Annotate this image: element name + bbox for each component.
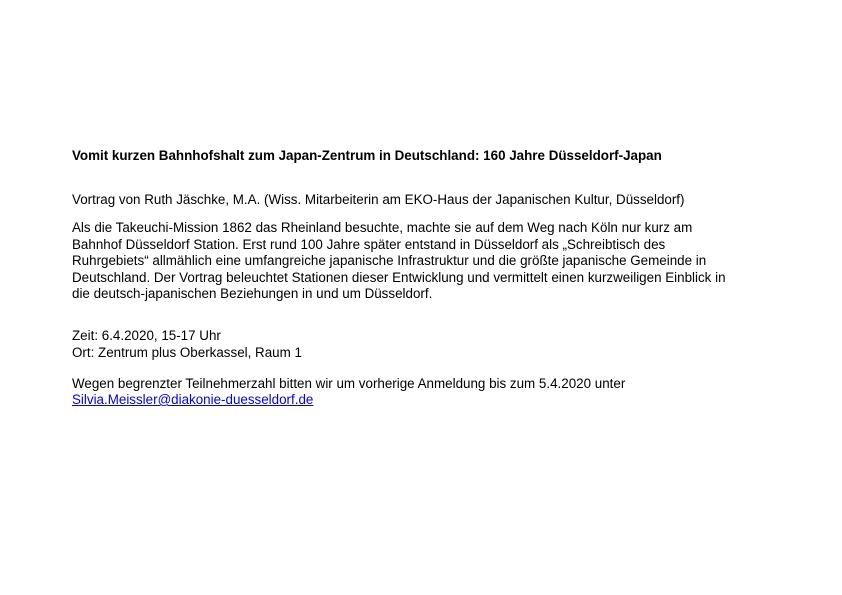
registration-note: Wegen begrenzter Teilnehmerzahl bitten wir um vorherige Anmeldung bis zum 5.4.2020 unter xyxy=(72,376,626,391)
email-link[interactable]: Silvia.Meissler@diakonie-duesseldorf.de xyxy=(72,392,314,407)
document-page xyxy=(72,0,772,595)
description-line: Ruhrgebiets“ allmählich eine umfangreiche japanische Infrastruktur und die größte japanische Gemeinde in xyxy=(72,253,707,268)
description-line: Als die Takeuchi-Mission 1862 das Rheinland besuchte, machte sie auf dem Weg nach Köln nur kurz am xyxy=(72,220,693,235)
description-line: Deutschland. Der Vortrag beleuchtet Stationen dieser Entwicklung und vermittelt einen kurzweiligen Einblick in xyxy=(72,269,726,285)
description-line: Bahnhof Düsseldorf Station. Erst rund 100 Jahre später entstand in Düsseldorf als „Schreibtisch des xyxy=(72,236,666,252)
event-description xyxy=(72,220,726,303)
event-location: Ort: Zentrum plus Oberkassel, Raum 1 xyxy=(72,345,302,360)
event-time: Zeit: 6.4.2020, 15-17 Uhr xyxy=(72,328,221,343)
event-title: Vomit kurzen Bahnhofshalt zum Japan-Zentrum in Deutschland: 160 Jahre Düsseldorf-Japan xyxy=(72,148,662,163)
speaker-line: Vortrag von Ruth Jäschke, M.A. (Wiss. Mitarbeiterin am EKO-Haus der Japanischen Kultur, Düsseldorf) xyxy=(72,192,685,207)
description-line: die deutsch-japanischen Beziehungen in und um Düsseldorf. xyxy=(72,286,433,301)
